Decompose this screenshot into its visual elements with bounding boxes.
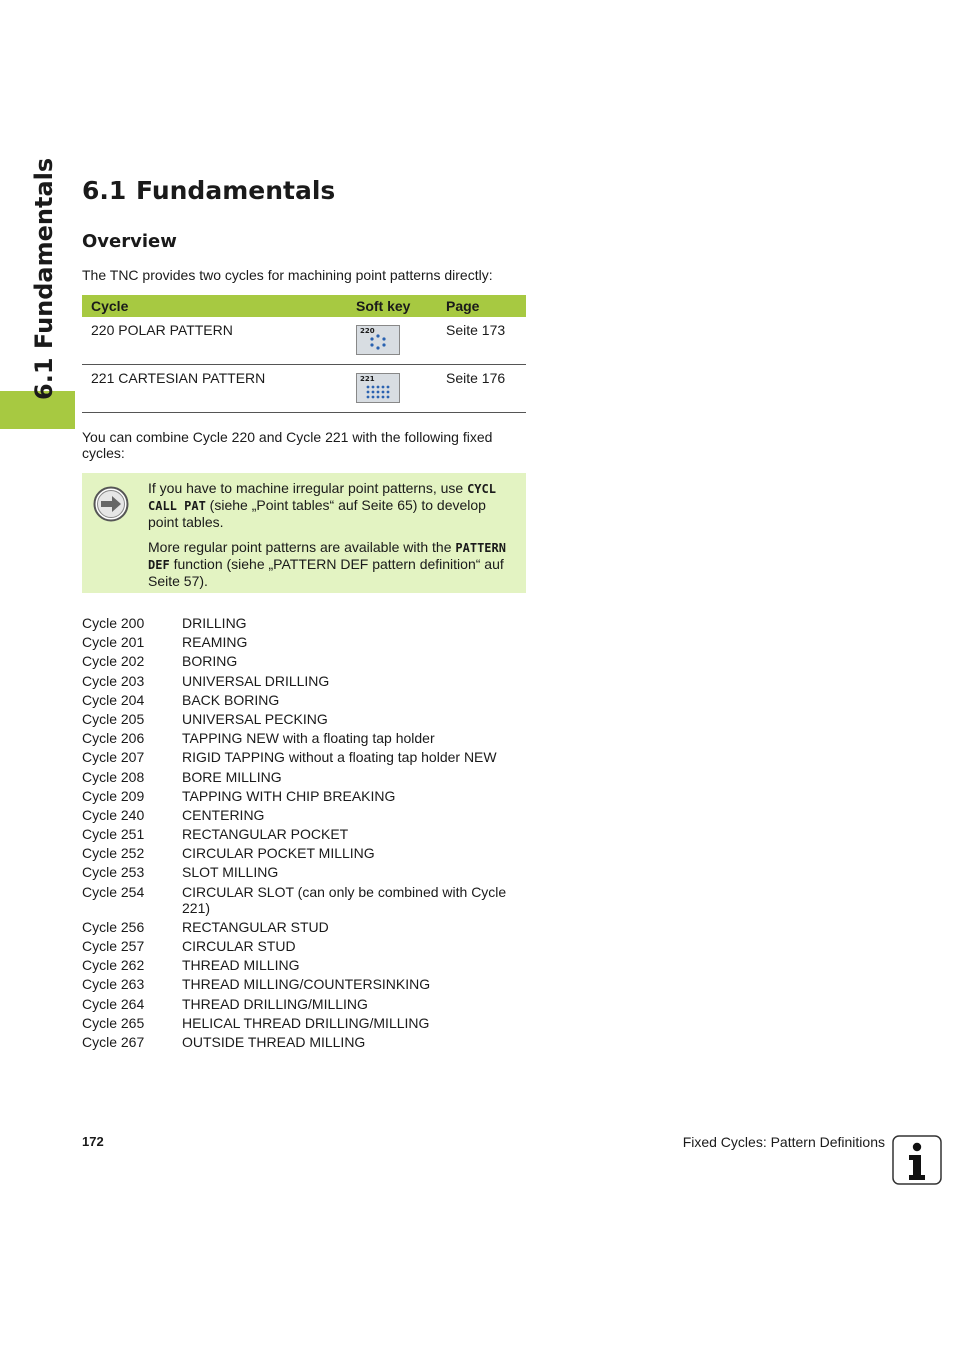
list-item (82, 634, 526, 650)
combine-text: You can combine Cycle 220 and Cycle 221 with the following fixed cycles: (82, 429, 493, 461)
cycle-list (82, 615, 526, 1053)
cycle-cell: 221 CARTESIAN PATTERN (82, 365, 347, 413)
header-page: Page (437, 295, 526, 317)
cycle-number: Cycle 200 (82, 615, 145, 631)
cycle-number: Cycle 251 (82, 826, 145, 843)
note-text-run: More regular point patterns are available with the (148, 539, 456, 555)
cycle-cell: 220 POLAR PATTERN (82, 317, 347, 365)
list-item (82, 769, 526, 785)
cycle-name: CIRCULAR STUD (182, 938, 296, 954)
cycle-name: SLOT MILLING (182, 864, 279, 881)
cycle-name: CIRCULAR SLOT (can only be combined with Cycle 221) (182, 883, 507, 916)
list-item (82, 957, 526, 973)
list-item (82, 749, 526, 765)
cycle-name: OUTSIDE THREAD MILLING (182, 1033, 366, 1050)
page-title (82, 176, 335, 205)
cycle-number: Cycle 201 (82, 634, 145, 651)
list-item (82, 711, 526, 727)
cycle-number: Cycle 263 (82, 976, 145, 993)
cycle-name: HELICAL THREAD DRILLING/MILLING (182, 1014, 430, 1031)
cycle-number: Cycle 256 (82, 918, 145, 935)
list-item (82, 807, 526, 823)
arrow-right-icon (93, 486, 129, 522)
cycle-name: CENTERING (182, 806, 265, 823)
cycle-number: Cycle 264 (82, 995, 145, 1012)
list-item (82, 884, 526, 916)
header-cycle: Cycle (82, 295, 347, 317)
cartesian-pattern-icon (357, 374, 399, 402)
cycle-number: Cycle 267 (82, 1033, 145, 1050)
softkey-label: 220 (360, 327, 375, 335)
cycle-name: THREAD MILLING/COUNTERSINKING (182, 976, 431, 993)
cycle-number: Cycle 254 (82, 883, 145, 900)
cycle-name: BACK BORING (182, 691, 280, 708)
list-item (82, 1015, 526, 1031)
cycle-name: DRILLING (182, 615, 247, 631)
table-row (82, 317, 526, 365)
note-text (148, 480, 518, 598)
side-chapter-title: 6.1 Fundamentals (30, 157, 58, 400)
softkey-cell (347, 317, 437, 365)
table-header-row (82, 295, 526, 317)
footer-chapter: Fixed Cycles: Pattern Definitions (682, 1134, 885, 1150)
list-item (82, 1034, 526, 1050)
list-item (82, 919, 526, 935)
list-item (82, 996, 526, 1012)
note-paragraph-1 (148, 480, 518, 530)
code-cycl-call-pat: CYCL CALL PAT (148, 482, 496, 513)
cycle-number: Cycle 240 (82, 806, 145, 823)
cartesian-pattern-softkey[interactable] (356, 373, 400, 403)
list-item (82, 653, 526, 669)
cycle-name: UNIVERSAL DRILLING (182, 672, 330, 689)
page-cell: Seite 176 (437, 365, 526, 413)
cycle-name: TAPPING WITH CHIP BREAKING (182, 787, 396, 804)
list-item (82, 976, 526, 992)
table-row (82, 365, 526, 413)
cycle-name: RECTANGULAR POCKET (182, 826, 349, 843)
cycle-name: CIRCULAR POCKET MILLING (182, 845, 375, 862)
note-paragraph-2 (148, 539, 518, 589)
polar-pattern-icon (357, 326, 399, 354)
cycle-number: Cycle 257 (82, 938, 145, 954)
section-number: 6.1 (82, 176, 127, 205)
cycle-number: Cycle 207 (82, 749, 145, 766)
cycle-name: RIGID TAPPING without a floating tap holder NEW (182, 749, 497, 766)
page-cell: Seite 173 (437, 317, 526, 365)
note-text-run: (siehe „Point tables“ auf Seite 65) to develop point tables. (148, 497, 486, 530)
subheading: Overview (82, 231, 177, 252)
softkey-label: 221 (360, 375, 375, 383)
list-item (82, 730, 526, 746)
cycle-number: Cycle 253 (82, 864, 145, 881)
polar-pattern-softkey[interactable] (356, 325, 400, 355)
softkey-cell (347, 365, 437, 413)
cycle-number: Cycle 203 (82, 672, 145, 689)
cycle-number: Cycle 202 (82, 653, 145, 670)
page-number: 172 (82, 1134, 104, 1149)
cycle-name: BORING (182, 653, 238, 670)
cycle-number: Cycle 208 (82, 768, 145, 785)
note-text-run: If you have to machine irregular point patterns, use (148, 480, 468, 496)
pattern-cycles-table (82, 295, 526, 413)
list-item (82, 938, 526, 954)
cycle-number: Cycle 262 (82, 957, 145, 974)
cycle-name: THREAD MILLING (182, 957, 300, 974)
cycle-name: THREAD DRILLING/MILLING (182, 995, 368, 1012)
cycle-number: Cycle 204 (82, 691, 145, 708)
cycle-name: UNIVERSAL PECKING (182, 710, 328, 727)
note-box (82, 473, 526, 593)
note-text-run: function (siehe „PATTERN DEF pattern definition“ auf Seite 57). (148, 556, 504, 589)
list-item (82, 864, 526, 880)
list-item (82, 615, 526, 631)
cycle-name: TAPPING NEW with a floating tap holder (182, 730, 435, 747)
cycle-number: Cycle 252 (82, 845, 145, 862)
list-item (82, 826, 526, 842)
list-item (82, 788, 526, 804)
cycle-name: BORE MILLING (182, 768, 282, 785)
list-item (82, 845, 526, 861)
cycle-name: REAMING (182, 634, 248, 651)
cycle-number: Cycle 205 (82, 710, 145, 727)
list-item (82, 673, 526, 689)
cycle-name: RECTANGULAR STUD (182, 918, 329, 935)
header-softkey: Soft key (347, 295, 437, 317)
cycle-number: Cycle 209 (82, 787, 145, 804)
intro-text: The TNC provides two cycles for machining point patterns directly: (82, 267, 493, 283)
cycle-number: Cycle 265 (82, 1014, 145, 1031)
info-icon (892, 1135, 942, 1185)
list-item (82, 692, 526, 708)
section-title: Fundamentals (136, 176, 336, 205)
code-pattern-def: PATTERN DEF (148, 541, 506, 572)
cycle-number: Cycle 206 (82, 730, 145, 747)
